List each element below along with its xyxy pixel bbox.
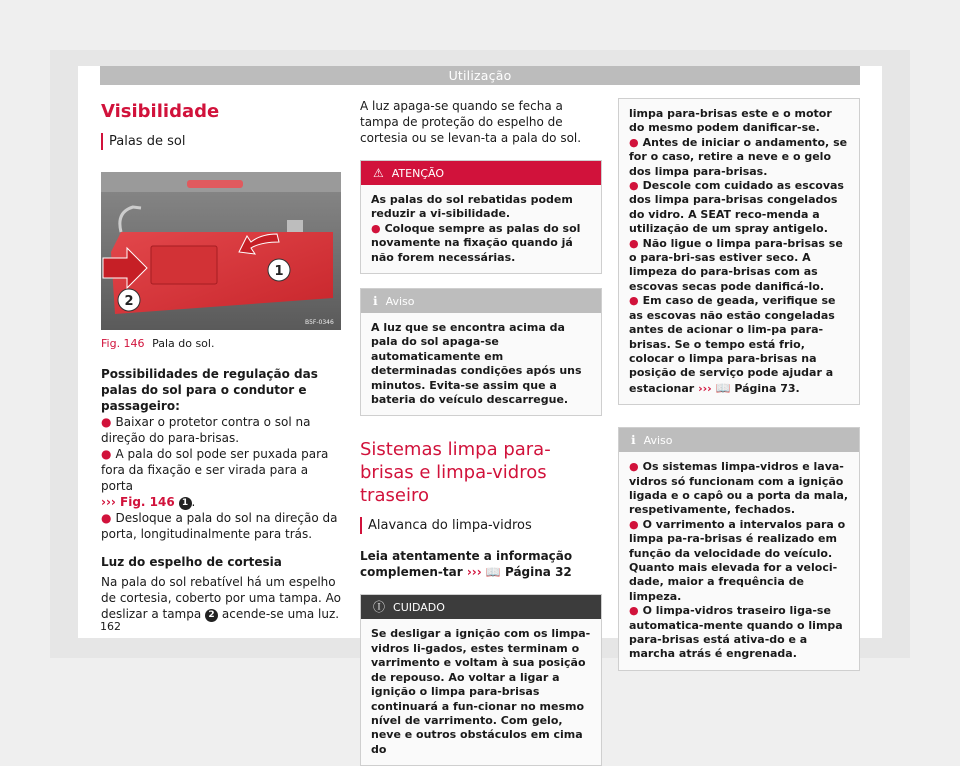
read-info: Leia atentamente a informação complemen-tar ››› 📖 Página 32 [360,549,573,580]
light-off-text: A luz apaga-se quando se fecha a tampa de proteção do espelho de cortesia ou se levan-ta a pala do sol. [360,99,582,145]
caution-text: Se desligar a ignição com os limpa-vidros li-gados, estes terminam o varrimento e voltam à sua posição de repouso. Ao voltar a ligar a ignição o limpa para-brisas continuará a fun-cionar no mesmo nível de varrimento. Com gelo, neve e outros obstáculos em cima do [371,627,591,756]
figure-caption [101,336,341,352]
fig-reference-link[interactable]: ››› Fig. 146 [101,495,175,509]
note-text: A luz que se encontra acima da pala do sol apaga-se automaticamente em determinadas condições após uns minutos. Evita-se assim que a bateria do veículo descarregue. [371,321,582,407]
column-1 [101,98,341,622]
caution-cont-text: limpa para-brisas este e o motor do mesmo podem danificar-se. [629,107,832,135]
figure-code: B5F-0346 [305,319,334,326]
caution-bullet: ● Descole com cuidado as escovas dos limpa para-brisas congelados do vidro. A SEAT reco-menda a utilização de um spray antigelo. [629,179,844,236]
page-reference-link[interactable]: Página 73 [734,381,796,395]
list-item: ● Desloque a pala do sol na direção da porta, longitudinalmente para trás. [101,511,338,541]
note-header: ℹ Aviso [361,289,601,313]
subsection-title: Palas de sol [101,133,341,150]
callout-2: 2 [124,294,134,309]
list-item: ● Baixar o protetor contra o sol na direção do para-brisas. [101,415,311,445]
caution-circle-icon: Ⓘ [373,600,386,615]
sun-visor-illustration [101,172,341,330]
warning-bullet: ● Coloque sempre as palas do sol novamente na fixação quando já não forem necessárias. [371,221,581,264]
callout-1: 1 [274,264,284,279]
book-icon: 📖 [485,565,501,580]
figure-caption-text: Pala do sol. [152,337,215,350]
callout-badge-1: 1 [179,497,192,510]
page-reference-link[interactable]: Página 32 [504,565,572,580]
caution-box [360,594,602,766]
page-reference-arrows[interactable]: ››› [466,565,482,580]
column-2 [360,98,602,766]
note-bullet: ● Os sistemas limpa-vidros e lava-vidros só funcionam com a ignição ligada e o capô ou a porta da mala, respetivamente, fechados. [629,460,849,517]
section-title: Visibilidade [101,101,220,122]
caution-bullet: ● Em caso de geada, verifique se as escovas não estão congeladas antes de acionar o lim-pa para-brisas. Se o tempo está frio, colocar o limpa para-brisas na posição de serviço pode ajudar a estacionar ››› 📖 Página 73. [629,294,836,395]
note-bullet: ● O varrimento a intervalos para o limpa pa-ra-brisas é realizado em função da velocidade do veículo. Quanto mais elevada for a veloci-dade, maior a frequência de limpeza. [629,517,846,603]
note-box [360,288,602,416]
warning-box [360,160,602,274]
note-header: ℹ Aviso [619,428,859,452]
page-reference-arrows[interactable]: ››› [698,381,712,395]
caution-bullet: ● Não ligue o limpa para-brisas se o para-bri-sas estiver seco. A limpeza do para-brisas com as escovas secas pode danificá-lo. [629,236,843,293]
warning-text: As palas do sol rebatidas podem reduzir a vi-sibilidade. [371,193,573,221]
warning-header: ⚠ ATENÇÃO [361,161,601,185]
mirror-text: Na pala do sol rebatível há um espelho de cortesia, coberto por uma tampa. Ao deslizar a tampa 2 acende-se uma luz. [101,575,341,621]
wiper-section-title: Sistemas limpa para-brisas e limpa-vidros traseiro [360,439,551,507]
mirror-heading: Luz do espelho de cortesia [101,555,282,569]
note-box-2 [618,427,860,671]
book-icon: 📖 [715,380,731,395]
page-header: Utilização [100,66,860,85]
figure-label: Fig. 146 [101,337,145,350]
caution-header: Ⓘ CUIDADO [361,595,601,619]
caution-box-continued [618,98,860,405]
adjust-heading: Possibilidades de regulação das palas do sol para o condutor e passageiro: [101,367,318,413]
caution-bullet: ● Antes de iniciar o andamento, se for o caso, retire a neve e o gelo dos limpa para-brisas. [629,135,848,178]
callout-badge-2: 2 [205,609,218,622]
list-item: ● A pala do sol pode ser puxada para fora da fixação e ser virada para a porta ››› Fig. 146 1 . [101,447,329,509]
warning-triangle-icon: ⚠ [373,166,384,180]
wiper-subsection-title: Alavanca do limpa-vidros [360,517,602,534]
column-3 [618,98,860,671]
info-icon: ℹ [373,294,378,309]
figure-sun-visor [101,172,341,330]
page-number: 162 [100,620,121,633]
info-icon: ℹ [631,433,636,448]
note-bullet: ● O limpa-vidros traseiro liga-se automatica-mente quando o limpa para-brisas está ativa-do e a marcha atrás é engrenada. [629,604,843,661]
